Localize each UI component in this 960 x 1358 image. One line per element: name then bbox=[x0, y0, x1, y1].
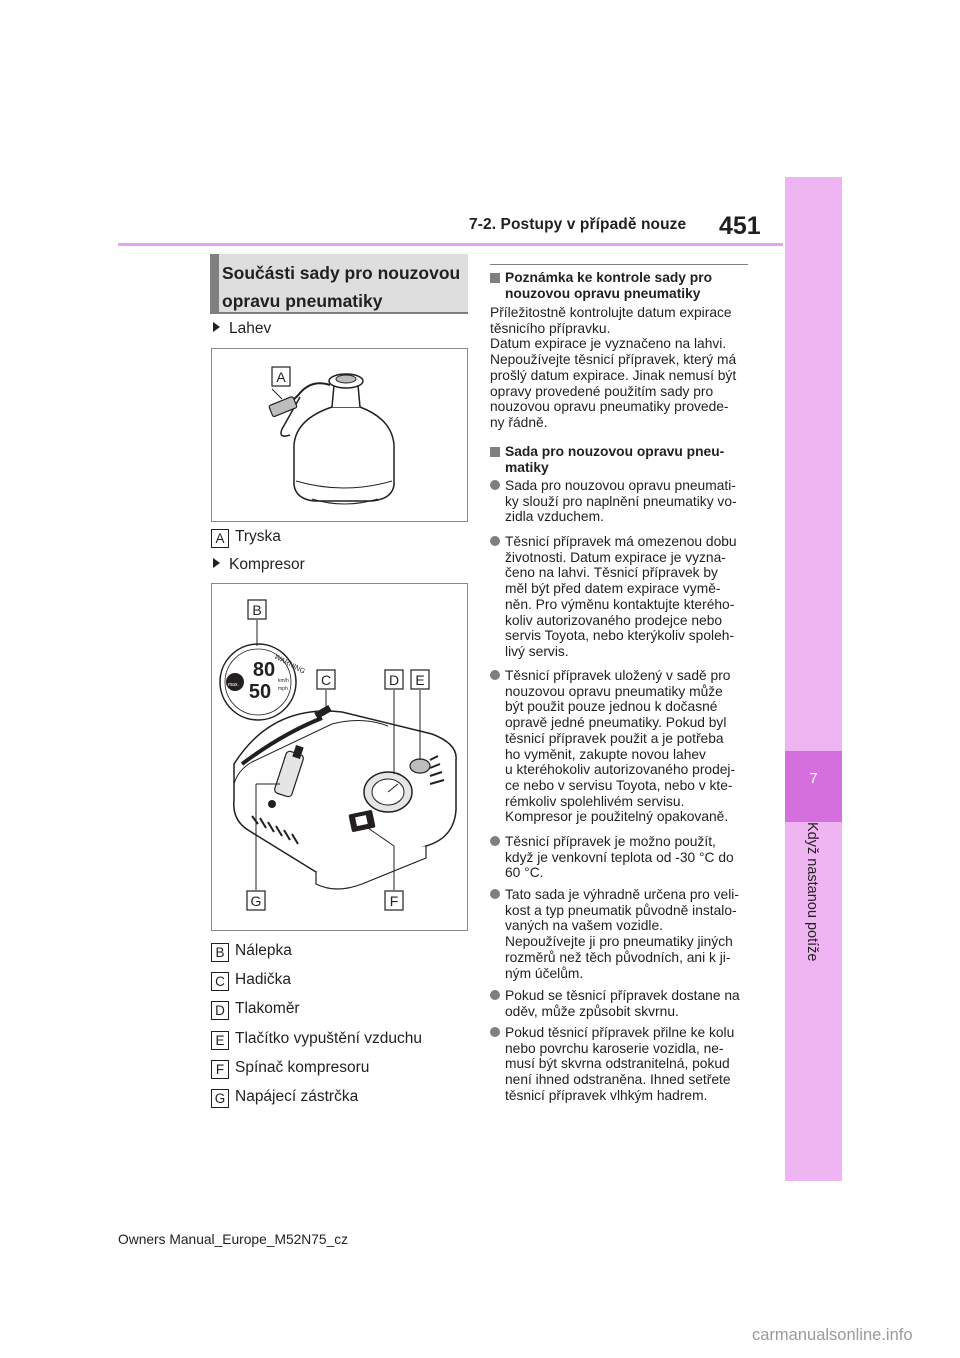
sticker-speed-mph: 50 bbox=[248, 681, 272, 703]
bottle-illustration bbox=[212, 349, 467, 521]
section-title bbox=[222, 259, 467, 315]
callout-f: F bbox=[389, 893, 399, 909]
square-bullet-icon bbox=[490, 273, 500, 283]
callout-b: B bbox=[252, 602, 262, 618]
running-header: 7-2. Postupy v případě nouze bbox=[469, 216, 687, 233]
legend-text: Napájecí zástrčka bbox=[235, 1088, 359, 1105]
chapter-title: Když nastanou potíže bbox=[804, 822, 820, 962]
sticker-speed-kmh: 80 bbox=[252, 659, 276, 681]
sticker-unit-mph: mph bbox=[278, 686, 288, 692]
compressor-heading: Kompresor bbox=[213, 556, 305, 574]
circle-bullet-icon bbox=[490, 536, 500, 546]
legend-letter: E bbox=[211, 1031, 229, 1050]
legend-letter: D bbox=[211, 1001, 229, 1020]
legend-item bbox=[211, 528, 281, 548]
bullet-item: Tato sada je výhradně určena pro veli- kost a typ pneumatik původně instalo- vaných na vašem vozidle. Nepoužívejte ji pro pneumatiky jiných rozměrů než těch původních, ani k ji- ným účelům. bbox=[490, 887, 758, 981]
page-number: 451 bbox=[719, 212, 761, 240]
footer-text: Owners Manual_Europe_M52N75_cz bbox=[118, 1232, 349, 1247]
chapter-tab-strip bbox=[785, 177, 842, 1181]
section-title-line: Součásti sady pro nouzovou bbox=[222, 263, 461, 283]
circle-bullet-icon bbox=[490, 670, 500, 680]
legend-text: Spínač kompresoru bbox=[235, 1059, 370, 1076]
legend-text: Tryska bbox=[235, 528, 281, 545]
circle-bullet-icon bbox=[490, 480, 500, 490]
callout-g: G bbox=[250, 893, 262, 909]
circle-bullet-icon bbox=[490, 1027, 500, 1037]
header-rule bbox=[118, 243, 783, 246]
legend-text: Nálepka bbox=[235, 942, 292, 959]
sticker-unit-kmh: km/h bbox=[278, 678, 289, 684]
callout-a: A bbox=[276, 369, 286, 385]
chapter-number: 7 bbox=[809, 770, 818, 787]
bottle-heading: Lahev bbox=[213, 320, 271, 338]
bullet-item: Těsnicí přípravek má omezenou dobu životnosti. Datum expirace je vyzna- čeno na lahvi. Těsnicí přípravek by měl být před datem expirace vymě- něn. Pro výměnu kontaktujte kterého- koliv autorizovaného prodejce nebo servis Toyota, nebo kterýkoliv spoleh- livý servis. bbox=[490, 534, 758, 660]
note-top-rule bbox=[490, 264, 748, 265]
legend-item bbox=[211, 1000, 300, 1020]
legend-letter: A bbox=[211, 529, 229, 548]
circle-bullet-icon bbox=[490, 990, 500, 1000]
callout-c: C bbox=[320, 672, 332, 688]
bottle-figure bbox=[211, 348, 468, 522]
legend-letter: C bbox=[211, 972, 229, 991]
bullet-item: Pokud se těsnicí přípravek dostane na oděv, může způsobit skvrnu. bbox=[490, 988, 758, 1019]
note1-body: Příležitostně kontrolujte datum expirace těsnicího přípravku. Datum expirace je vyznačeno na lahvi. Nepoužívejte těsnicí přípravek, který má prošlý datum expirace. Jinak nemusí být opravy provedené použitím sady pro nouzovou opravu pneumatiky provede- ny řádně. bbox=[490, 305, 737, 430]
section-title-line: opravu pneumatiky bbox=[222, 291, 383, 311]
sticker-max-label: max. bbox=[228, 682, 239, 688]
note2-title: Sada pro nouzovou opravu pneu- matiky bbox=[490, 444, 758, 475]
legend-item bbox=[211, 1088, 358, 1108]
legend-item bbox=[211, 971, 291, 991]
watermark: carmanualsonline.info bbox=[752, 1326, 913, 1344]
bullet-item: Těsnicí přípravek uložený v sadě pro nouzovou opravu pneumatiky může být použit pouze jednou k dočasné opravě jedné pneumatiky. Pokud byl těsnicí přípravek použit a je potřeba ho vyměnit, zakupte novou lahev u kteréhokoliv autorizovaného prodej- ce nebo v servisu Toyota, nebo v kte- rémkoliv spolehlivém servisu. Kompresor je použitelný opakovaně. bbox=[490, 668, 758, 825]
legend-text: Hadička bbox=[235, 971, 291, 988]
circle-bullet-icon bbox=[490, 836, 500, 846]
circle-bullet-icon bbox=[490, 889, 500, 899]
chapter-title-vertical bbox=[804, 822, 826, 974]
legend-item bbox=[211, 1059, 369, 1079]
bullet-item: Sada pro nouzovou opravu pneumati- ky slouží pro naplnění pneumatiky vo- zidla vzduchem. bbox=[490, 478, 758, 525]
callout-d: D bbox=[388, 672, 400, 688]
square-bullet-icon bbox=[490, 447, 500, 457]
sticker-warning: WARNING bbox=[273, 653, 306, 676]
compressor-figure bbox=[211, 583, 468, 931]
bullet-item: Pokud těsnicí přípravek přilne ke kolu nebo povrchu karoserie vozidla, ne- musí být skvrna odstranitelná, pokud není ihned odstraněna. Ihned setřete těsnicí přípravek vlhkým hadrem. bbox=[490, 1025, 758, 1104]
triangle-bullet-icon bbox=[213, 558, 220, 568]
legend-text: Tlačítko vypuštění vzduchu bbox=[235, 1030, 422, 1047]
section-heading-rule bbox=[210, 312, 468, 314]
legend-text: Tlakoměr bbox=[235, 1000, 300, 1017]
legend-letter: G bbox=[211, 1089, 229, 1108]
legend-item bbox=[211, 1030, 422, 1050]
legend-letter: F bbox=[211, 1060, 229, 1079]
compressor-illustration bbox=[212, 584, 467, 930]
legend-item bbox=[211, 942, 292, 962]
bullet-item: Těsnicí přípravek je možno použít, když je venkovní teplota od -30 °C do 60 °C. bbox=[490, 834, 758, 881]
callout-e: E bbox=[415, 672, 425, 688]
triangle-bullet-icon bbox=[213, 322, 220, 332]
legend-letter: B bbox=[211, 943, 229, 962]
note1-title: Poznámka ke kontrole sady pro nouzovou opravu pneumatiky bbox=[490, 270, 758, 301]
